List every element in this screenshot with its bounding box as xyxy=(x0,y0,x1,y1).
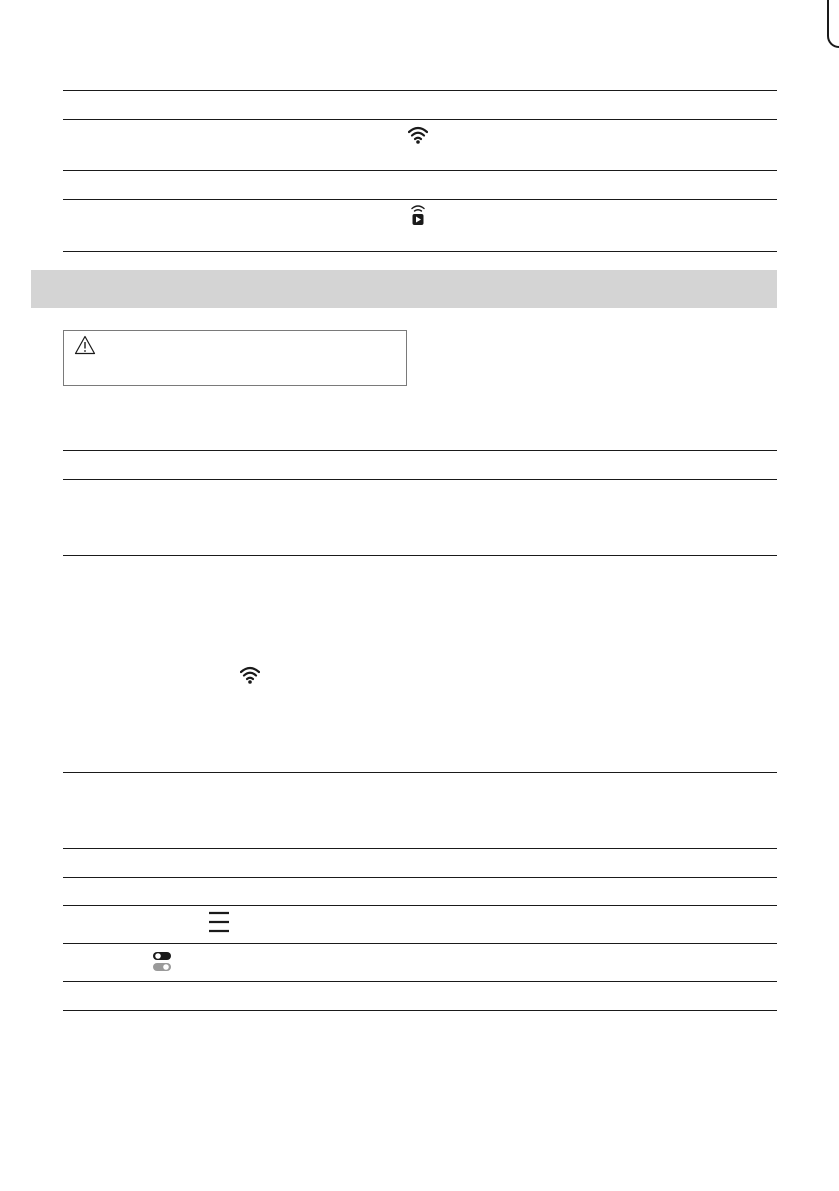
section-heading-band xyxy=(31,270,777,308)
table-rule xyxy=(63,170,777,171)
remote-start-icon xyxy=(410,204,426,231)
menu-icon xyxy=(208,910,230,939)
table-rule xyxy=(63,479,777,480)
table-rule xyxy=(63,90,777,91)
table-rule xyxy=(63,943,777,944)
wifi-icon xyxy=(408,126,428,149)
table-rule xyxy=(63,199,777,200)
page-edge-marker xyxy=(827,0,839,48)
table-rule xyxy=(63,1010,777,1011)
table-rule xyxy=(63,772,777,773)
wifi-icon xyxy=(240,666,260,689)
toggle-icon xyxy=(152,950,174,979)
table-rule xyxy=(63,450,777,451)
table-rule xyxy=(63,848,777,849)
table-rule xyxy=(63,877,777,878)
table-rule xyxy=(63,555,777,556)
table-rule xyxy=(63,905,777,906)
table-rule xyxy=(63,251,777,252)
table-rule xyxy=(63,981,777,982)
table-rule xyxy=(63,119,777,120)
warning-triangle-icon xyxy=(74,335,96,360)
warning-box xyxy=(63,330,407,386)
